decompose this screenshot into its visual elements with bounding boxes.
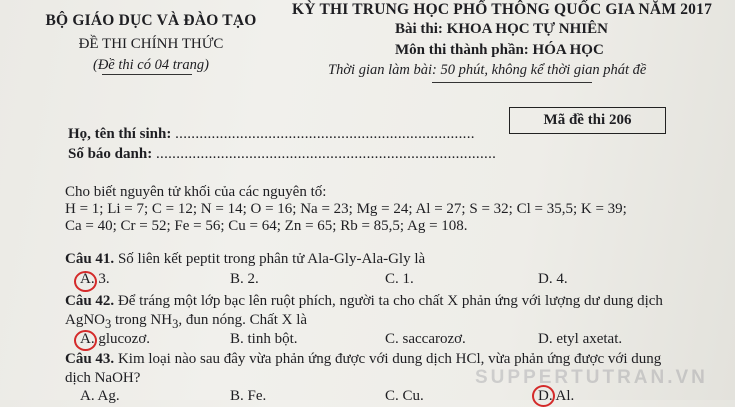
- candidate-name-dots: ..........................................................................: [175, 126, 475, 142]
- q43-option-a: A. Ag.: [80, 388, 120, 404]
- site-watermark: SUPPERTUTRAN.VN: [475, 367, 708, 388]
- question-43-continuation: dịch NaOH?: [65, 370, 141, 386]
- official-exam-label: ĐỀ THI CHÍNH THỨC: [78, 36, 224, 52]
- candidate-id-line: [68, 146, 496, 163]
- atomic-mass-line-1: H = 1; Li = 7; C = 12; N = 14; O = 16; Na = 23; Mg = 24; Al = 27; S = 32; Cl = 35,5; K = 39;: [65, 201, 627, 217]
- exam-duration: Thời gian làm bài: 50 phút, không kể thời gian phát đề: [328, 62, 647, 78]
- candidate-name-label: Họ, tên thí sinh:: [68, 126, 172, 142]
- q43-option-c: C. Cu.: [385, 388, 424, 404]
- atomic-mass-intro: Cho biết nguyên tử khối của các nguyên tố:: [65, 184, 327, 200]
- q42-option-c: C. saccarozơ.: [385, 331, 466, 347]
- q43-option-d: D. Al.: [538, 388, 575, 404]
- candidate-name-line: [68, 126, 475, 143]
- right-header-rule: [432, 82, 592, 83]
- q41-option-a: A. 3.: [80, 271, 110, 287]
- q43-option-b: B. Fe.: [230, 388, 267, 404]
- question-43-label: Câu 43.: [65, 351, 115, 367]
- q42-cont-mid: trong NH: [111, 312, 173, 328]
- page-count-note: (Đề thi có 04 trang): [93, 57, 209, 73]
- q42-cont-sub-2: 3: [172, 317, 179, 331]
- q42-option-b: B. tinh bột.: [230, 331, 298, 347]
- exam-title: KỲ THI TRUNG HỌC PHỔ THÔNG QUỐC GIA NĂM 2017: [292, 1, 713, 18]
- question-41-label: Câu 41.: [65, 251, 115, 267]
- exam-component: Môn thi thành phần: HÓA HỌC: [395, 42, 604, 58]
- candidate-id-dots: ....................................................................................: [155, 146, 497, 162]
- q42-cont-post: , đun nóng. Chất X là: [178, 312, 308, 328]
- exam-subject: Bài thi: KHOA HỌC TỰ NHIÊN: [395, 21, 608, 37]
- question-42-label: Câu 42.: [65, 293, 115, 309]
- q41-option-c: C. 1.: [385, 271, 414, 287]
- atomic-mass-line-2: Ca = 40; Cr = 52; Fe = 56; Cu = 64; Zn = 65; Rb = 85,5; Ag = 108.: [65, 218, 468, 234]
- question-43: [65, 351, 661, 368]
- q42-option-d: D. etyl axetat.: [538, 331, 623, 347]
- left-header-rule: [102, 74, 192, 75]
- q41-option-d: D. 4.: [538, 271, 568, 287]
- question-42-text: Để tráng một lớp bạc lên ruột phích, người ta cho chất X phản ứng với lượng dư dung dịch: [114, 293, 663, 309]
- question-41-text: Số liên kết peptit trong phân tử Ala-Gly-Ala-Gly là: [114, 251, 426, 267]
- candidate-id-label: Số báo danh:: [68, 146, 153, 162]
- question-41: [65, 251, 425, 268]
- q41-option-b: B. 2.: [230, 271, 259, 287]
- q42-cont-sub-1: 3: [105, 317, 112, 331]
- q42-cont-pre: AgNO: [65, 312, 105, 328]
- ministry-heading: BỘ GIÁO DỤC VÀ ĐÀO TẠO: [45, 12, 257, 29]
- q42-option-a: A. glucozơ.: [80, 331, 150, 347]
- question-42: [65, 293, 663, 310]
- question-42-continuation: [65, 312, 307, 332]
- question-43-text: Kim loại nào sau đây vừa phản ứng được với dung dịch HCl, vừa phản ứng được với dung: [114, 351, 662, 367]
- exam-code-box: Mã đề thi 206: [509, 107, 666, 134]
